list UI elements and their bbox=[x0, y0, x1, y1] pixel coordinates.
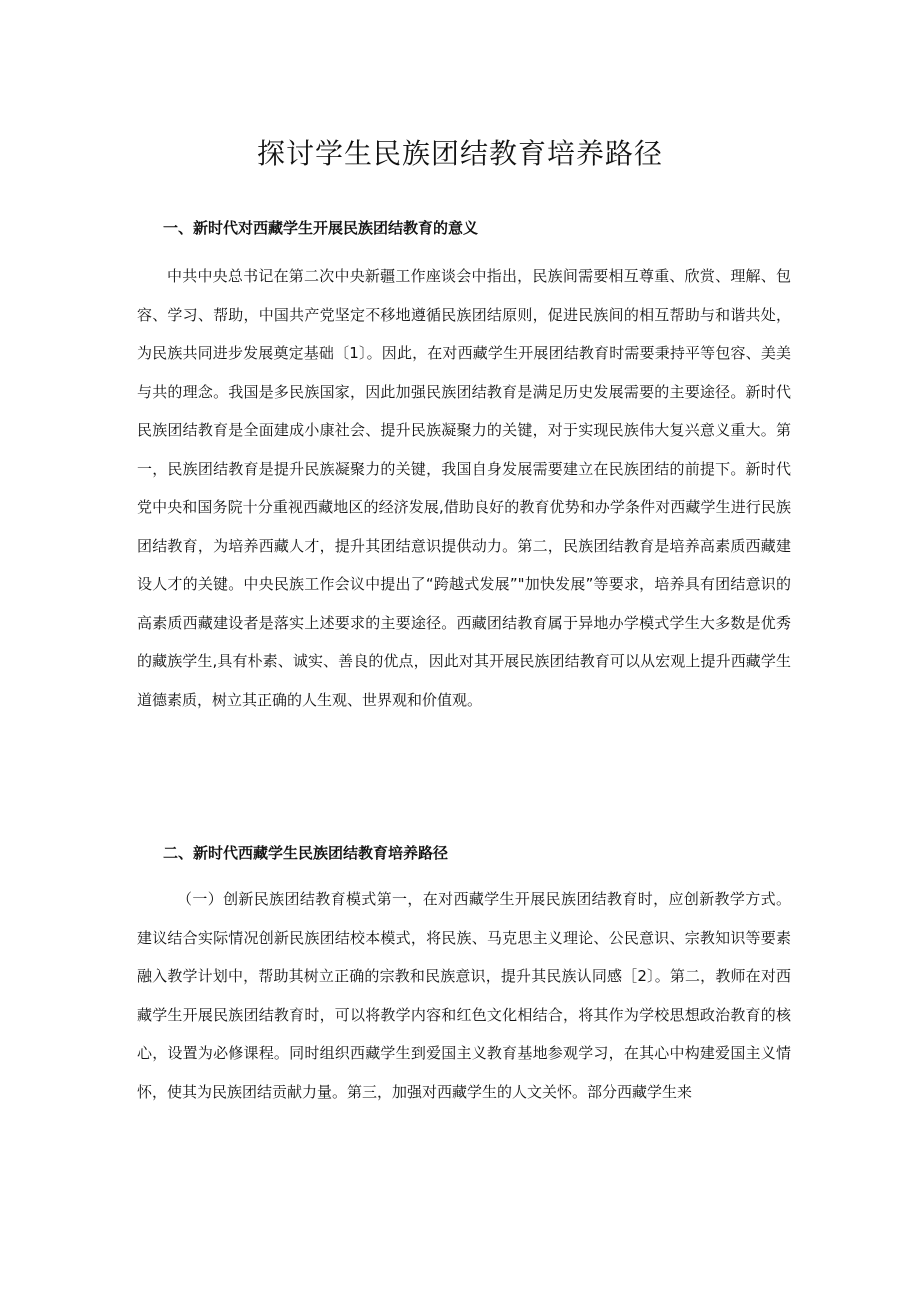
section-2-heading: 二、新时代西藏学生民族团结教育培养路径 bbox=[163, 844, 449, 862]
section-1-paragraph: 中共中央总书记在第二次中央新疆工作座谈会中指出，民族间需要相互尊重、欣赏、理解、包容、学习、帮助，中国共产党坚定不移地遵循民族团结原则，促进民族间的相互帮助与和谐共处，为民族共同进步发展奠定基础〔1〕。因此，在对西藏学生开展团结教育时需要秉持平等包容、美美与共的理念。我国是多民族国家，因此加强民族团结教育是满足历史发展需要的主要途径。新时代民族团结教育是全面建成小康社会、提升民族凝聚力的关键，对于实现民族伟大复兴意义重大。第一，民族团结教育是提升民族凝聚力的关键，我国自身发展需要建立在民族团结的前提下。新时代党中央和国务院十分重视西藏地区的经济发展,借助良好的教育优势和办学条件对西藏学生进行民族团结教育，为培养西藏人才，提升其团结意识提供动力。第二，民族团结教育是培养高素质西藏建设人才的关键。中央民族工作会议中提出了“跨越式发展”"加快发展”等要求，培养具有团结意识的高素质西藏建设者是落实上述要求的主要途径。西藏团结教育属于异地办学模式学生大多数是优秀的藏族学生,具有朴素、诚实、善良的优点，因此对其开展民族团结教育可以从宏观上提升西藏学生道德素质，树立其正确的人生观、世界观和价值观。 bbox=[137, 267, 791, 709]
section-1-heading: 一、新时代对西藏学生开展民族团结教育的意义 bbox=[163, 219, 479, 237]
document-title: 探讨学生民族团结教育培养路径 bbox=[256, 137, 663, 170]
section-2-paragraph: （一）创新民族团结教育模式第一，在对西藏学生开展民族团结教育时，应创新教学方式。建议结合实际情况创新民族团结校本模式，将民族、马克思主义理论、公民意识、宗教知识等要素融入教学计划中，帮助其树立正确的宗教和民族意识，提升其民族认同感［2〕。第二，教师在对西藏学生开展民族团结教育时，可以将教学内容和红色文化相结合，将其作为学校思想政治教育的核心，设置为必修课程。同时组织西藏学生到爱国主义教育基地参观学习，在其心中构建爱国主义情怀，使其为民族团结贡献力量。第三，加强对西藏学生的人文关怀。部分西藏学生来 bbox=[137, 890, 791, 1101]
